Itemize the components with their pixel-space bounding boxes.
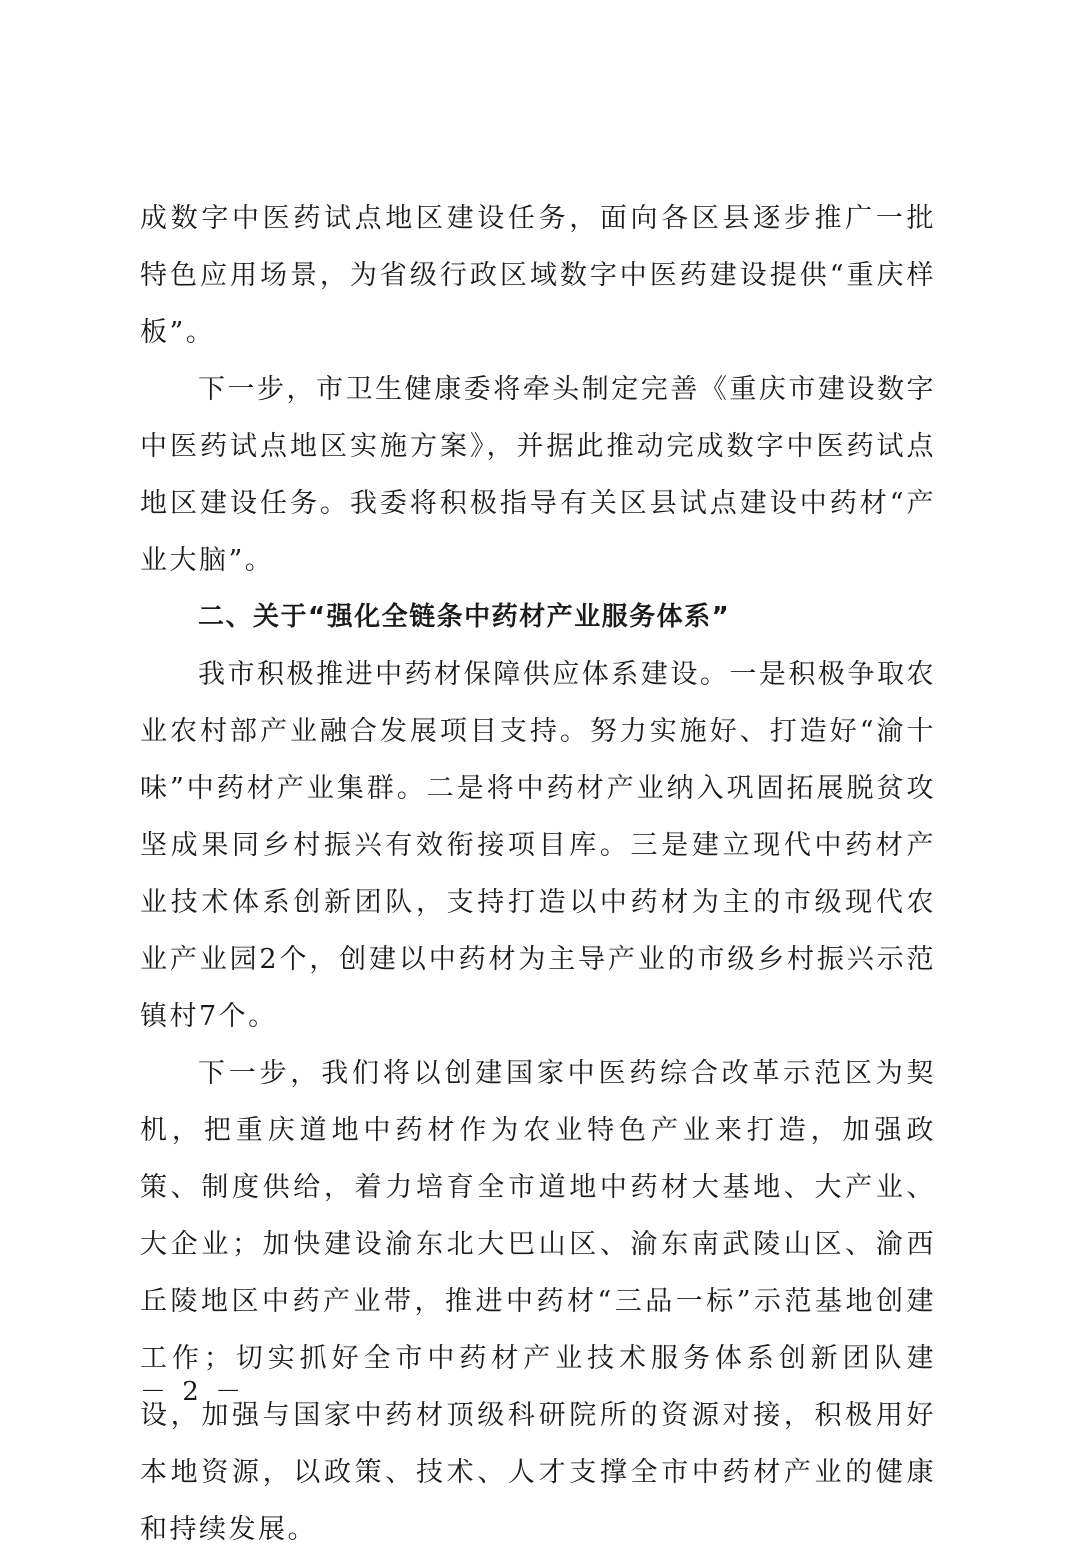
paragraph-supply-system: 我市积极推进中药材保障供应体系建设。一是积极争取农业农村部产业融合发展项目支持。努力实施好、打造好“渝十味”中药材产业集群。二是将中药材产业纳入巩固拓展脱贫攻坚成果同乡村振兴有效衔接项目库。三是建立现代中药材产业技术体系创新团队，支持打造以中药材为主的市级现代农业产业园2个，创建以中药材为主导产业的市级乡村振兴示范镇村7个。 [140, 659, 936, 1032]
paragraph-next-step-industry: 下一步，我们将以创建国家中医药综合改革示范区为契机，把重庆道地中药材作为农业特色产业来打造，加强政策、制度供给，着力培育全市道地中药材大基地、大产业、大企业；加快建设渝东北大巴山区、渝东南武陵山区、渝西丘陵地区中药产业带，推进中药材“三品一标”示范基地创建工作；切实抓好全市中药材产业技术服务体系创新团队建设，加强与国家中药材顶级科研院所的资源对接，积极用好本地资源，以政策、技术、人才支撑全市中药材产业的健康和持续发展。 [140, 1058, 936, 1545]
page-number: － 2 － [140, 1377, 246, 1407]
paragraph-next-step-digital-tcm: 下一步，市卫生健康委将牵头制定完善《重庆市建设数字中医药试点地区实施方案》，并据此推动完成数字中医药试点地区建设任务。我委将积极指导有关区县试点建设中药材“产业大脑”。 [140, 374, 936, 576]
section-heading-2: 二、关于“强化全链条中药材产业服务体系” [198, 602, 731, 632]
document-body [140, 190, 936, 1558]
paragraph-continuation: 成数字中医药试点地区建设任务，面向各区县逐步推广一批特色应用场景，为省级行政区域数字中医药建设提供“重庆样板”。 [140, 203, 936, 348]
